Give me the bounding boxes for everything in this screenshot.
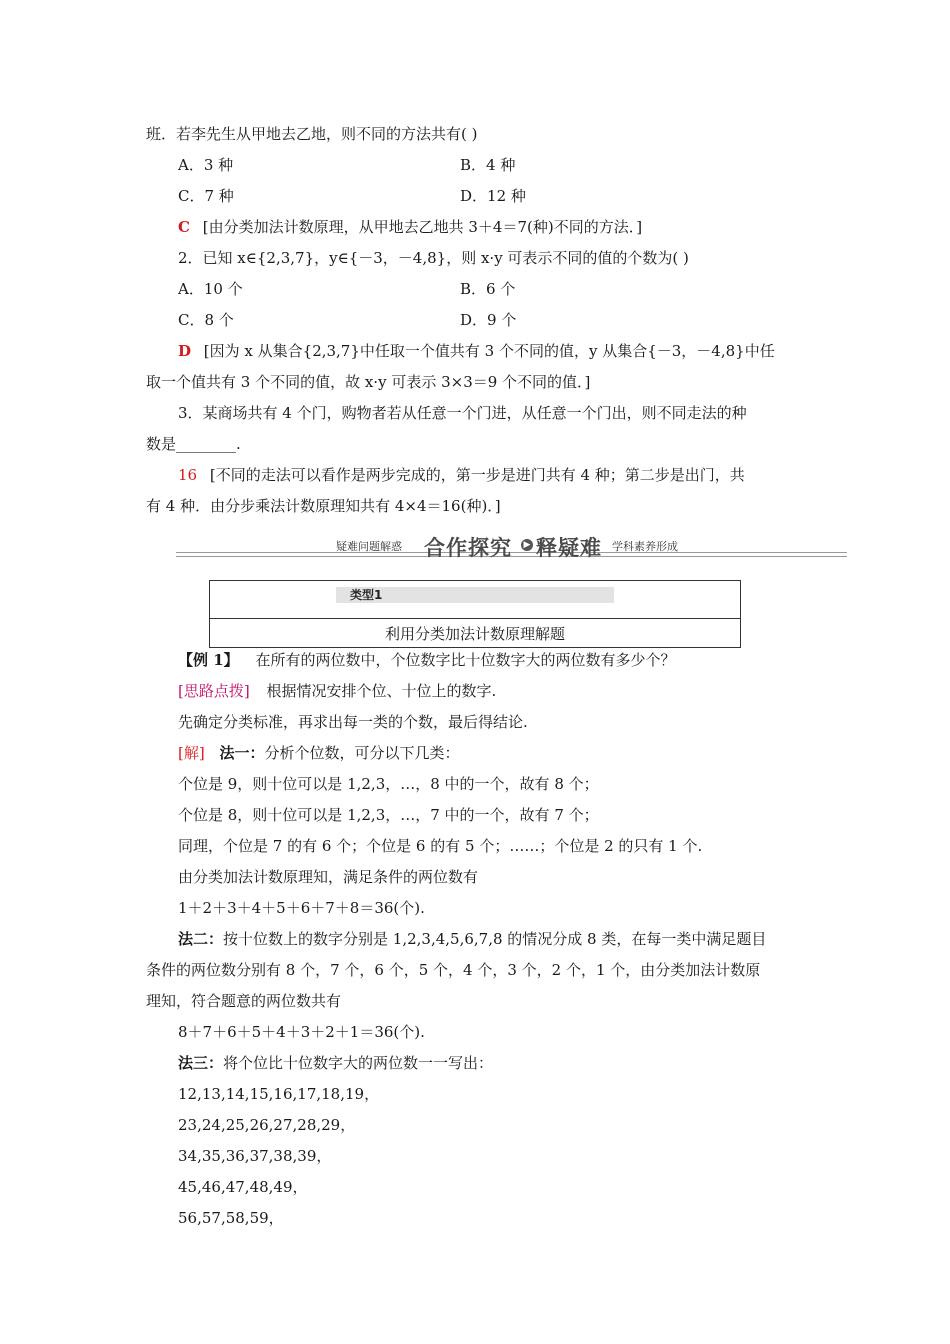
option-b: B．6 个 — [460, 280, 516, 298]
answer-explanation: [由分类加法计数原理，从甲地去乙地共 3＋4＝7(种)不同的方法．] — [202, 218, 643, 236]
example-1 — [178, 650, 675, 670]
solution-label: [解] — [178, 744, 205, 762]
solution-line: 个位是 8，则十位可以是 1,2,3，…，7 中的一个，故有 7 个； — [178, 806, 599, 824]
answer-letter: C — [178, 218, 190, 236]
type-tag: 类型1 — [350, 588, 383, 602]
method-3-text: 将个位比十位数字大的两位数一一写出： — [223, 1054, 494, 1072]
number-row: 45,46,47,48,49， — [178, 1178, 308, 1196]
option-a: A．3 种 — [178, 156, 234, 174]
option-c: C．8 个 — [178, 311, 234, 329]
option-a: A．10 个 — [178, 280, 243, 298]
method-2-label: 法二： — [178, 930, 224, 948]
type-box — [209, 580, 741, 648]
answer-explanation: [不同的走法可以看作是两步完成的，第一步是进门共有 4 种；第二步是出门，共 — [209, 466, 745, 484]
answer-explanation: [因为 x 从集合{2,3,7}中任取一个值共有 3 个不同的值，y 从集合{－3，－4,8}中任 — [203, 342, 775, 360]
section-banner — [176, 530, 847, 560]
solution-header — [178, 743, 460, 763]
answer-2 — [178, 341, 775, 361]
answer-3 — [178, 465, 745, 485]
method-2 — [178, 929, 766, 949]
number-row: 56,57,58,59， — [178, 1209, 284, 1227]
method-2-cont: 理知，符合题意的两位数共有 — [146, 992, 342, 1010]
answer-explanation-cont: 有 4 种．由分步乘法计数原理知共有 4×4＝16(种)．] — [146, 497, 501, 515]
option-c: C．7 种 — [178, 187, 234, 205]
arrow-icon: ▶ — [521, 539, 533, 551]
number-row: 23,24,25,26,27,28,29， — [178, 1116, 356, 1134]
number-row: 12,13,14,15,16,17,18,19， — [178, 1085, 380, 1103]
banner-title-2: 释疑难 — [536, 536, 602, 560]
answer-explanation-cont: 取一个值共有 3 个不同的值，故 x·y 可表示 3×3＝9 个不同的值．] — [146, 373, 591, 391]
hint-label: [思路点拨] — [178, 682, 250, 700]
option-d: D．12 种 — [460, 187, 526, 205]
answer-number: 16 — [178, 466, 198, 484]
hint-text: 根据情况安排个位、十位上的数字. — [266, 682, 497, 700]
hint-cont: 先确定分类标准，再求出每一类的个数，最后得结论. — [178, 713, 528, 731]
text-line: 班．若李先生从甲地去乙地，则不同的方法共有( ) — [146, 125, 478, 143]
question-3: 3．某商场共有 4 个门，购物者若从任意一个门进，从任意一个门出，则不同走法的种 — [178, 404, 747, 422]
question-3-cont: 数是________. — [146, 435, 241, 453]
banner-title-1: 合作探究 — [424, 536, 512, 560]
option-b: B．4 种 — [460, 156, 516, 174]
method-1-label: 法一： — [219, 744, 265, 762]
method-2-text: 按十位数上的数字分别是 1,2,3,4,5,6,7,8 的情况分成 8 类，在每一类中满足题目 — [223, 930, 767, 948]
method-3 — [178, 1053, 493, 1073]
solution-line: 由分类加法计数原理知，满足条件的两位数有 — [178, 868, 479, 886]
hint — [178, 681, 496, 701]
type-box-divider — [210, 618, 740, 619]
solution-line: 同理，个位是 7 的有 6 个；个位是 6 的有 5 个；……；个位是 2 的只有 1 个. — [178, 837, 703, 855]
solution-line: 个位是 9，则十位可以是 1,2,3，…，8 中的一个，故有 8 个； — [178, 775, 599, 793]
option-d: D．9 个 — [460, 311, 517, 329]
example-label: 【例 1】 — [178, 651, 239, 669]
question-2: 2．已知 x∈{2,3,7}，y∈{－3，－4,8}，则 x·y 可表示不同的值的个数为( ) — [178, 249, 689, 267]
solution-line: 1＋2＋3＋4＋5＋6＋7＋8＝36(个). — [178, 899, 425, 917]
type-title: 利用分类加法计数原理解题 — [384, 625, 565, 643]
method-2-cont: 条件的两位数分别有 8 个，7 个，6 个，5 个，4 个，3 个，2 个，1 个，由分类加法计数原 — [146, 961, 761, 979]
answer-1 — [178, 217, 642, 237]
solution-text: 分析个位数，可分以下几类： — [264, 744, 460, 762]
banner-left-caption: 疑难问题解惑 — [336, 540, 402, 553]
answer-letter: D — [178, 342, 192, 360]
banner-right-caption: 学科素养形成 — [612, 540, 678, 553]
method-2-cont: 8＋7＋6＋5＋4＋3＋2＋1＝36(个). — [178, 1023, 425, 1041]
method-3-label: 法三： — [178, 1054, 224, 1072]
number-row: 34,35,36,37,38,39， — [178, 1147, 332, 1165]
example-text: 在所有的两位数中，个位数字比十位数字大的两位数有多少个？ — [255, 651, 676, 669]
